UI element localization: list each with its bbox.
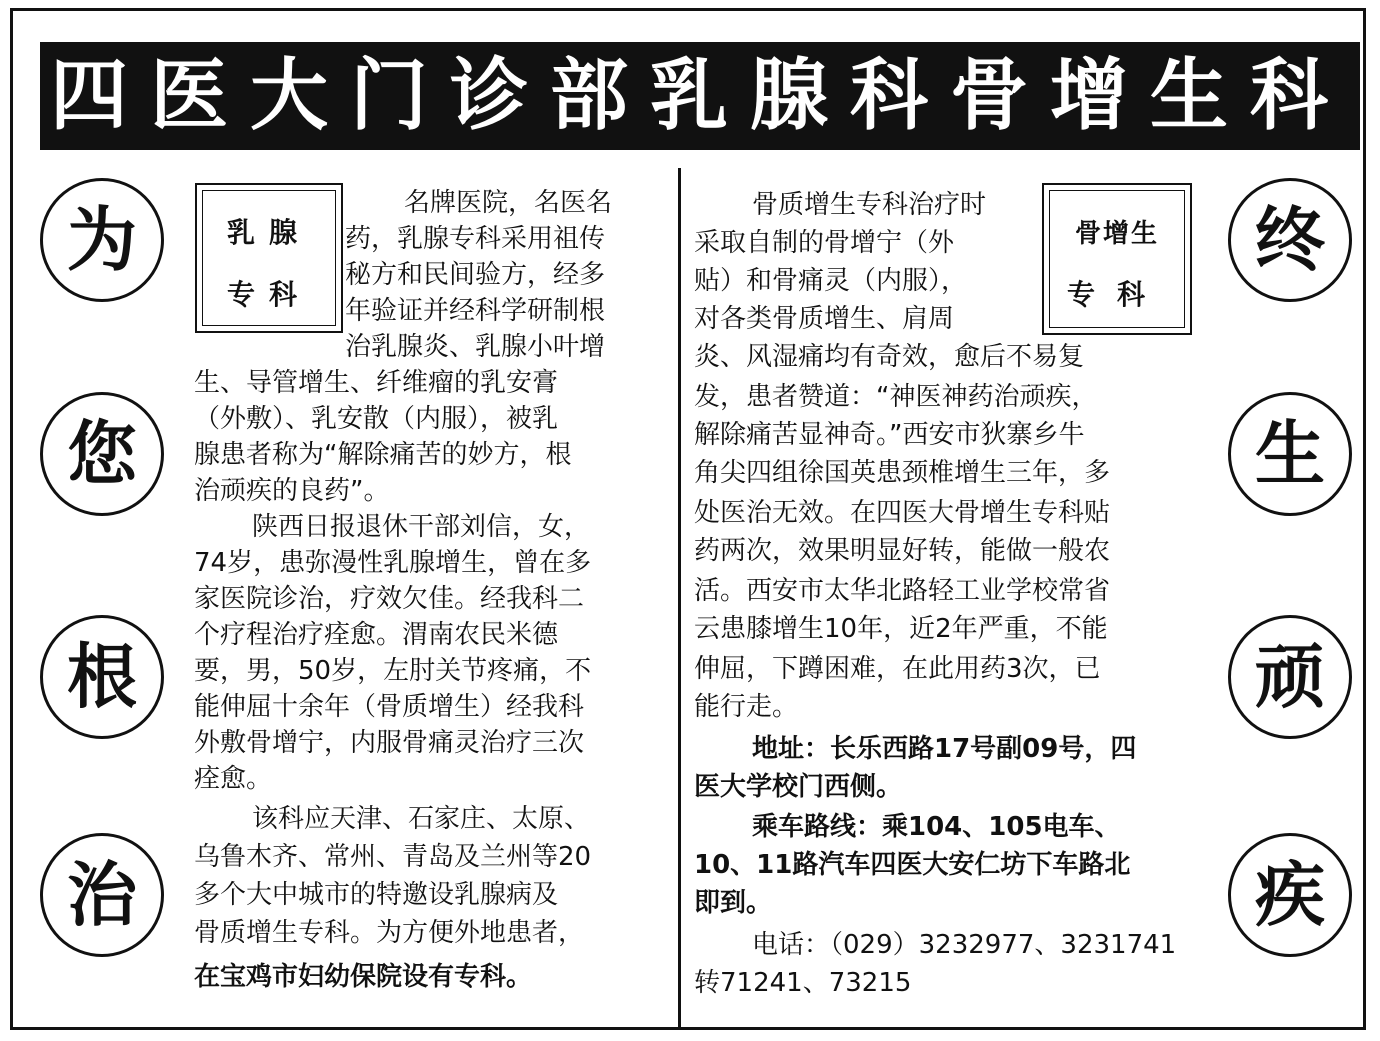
text-line: 云患膝增生10年，近2年严重，不能 [694, 614, 1108, 644]
text-line: 痊愈。 [194, 764, 273, 794]
text-line: 多个大中城市的特邀设乳腺病及 [194, 880, 559, 910]
text-line: 活。西安市太华北路轻工业学校常省 [694, 576, 1111, 606]
box-label-line1: 乳腺 [226, 216, 311, 249]
text-line: 采取自制的骨增宁（外 [694, 228, 955, 258]
column-divider [678, 168, 681, 1030]
text-line: 陕西日报退休干部刘信，女， [252, 512, 591, 542]
text-line: 发，患者赞道：“神医神药治顽疾， [694, 382, 1098, 412]
page-title: 四医大门诊部乳腺科骨增生科 [49, 51, 1350, 141]
text-line: 贴）和骨痛灵（内服）， [694, 266, 968, 296]
text-line: 解除痛苦显神奇。”西安市狄寨乡牛 [694, 420, 1085, 450]
side-circle-left-2: 您 [40, 392, 164, 516]
text-line: 药，乳腺专科采用祖传 [345, 224, 606, 254]
side-circle-right-3: 顽 [1228, 615, 1352, 739]
text-line: 要，男，50岁，左肘关节疼痛，不 [194, 656, 592, 686]
text-line: 该科应天津、石家庄、太原、 [252, 804, 591, 834]
text-line: 伸屈，下蹲困难，在此用药3次，已 [694, 654, 1101, 684]
text-line: 药两次，效果明显好转，能做一般农 [694, 536, 1111, 566]
text-line: 骨质增生专科。为方便外地患者， [194, 918, 585, 948]
phone-line: 电话：（029）3232977、3231741 [752, 930, 1177, 960]
box-label-line1: 骨增生 [1074, 219, 1159, 249]
text-line: 生、导管增生、纤维瘤的乳安膏 [194, 368, 559, 398]
bus-route-line: 乘车路线：乘104、105电车、 [752, 812, 1121, 842]
text-line: 乌鲁木齐、常州、青岛及兰州等20 [194, 842, 592, 872]
text-line: （外敷）、乳安散（内服），被乳 [194, 404, 559, 434]
text-line: 腺患者称为“解除痛苦的妙方，根 [194, 440, 572, 470]
text-line: 能行走。 [694, 692, 799, 722]
text-line: 个疗程治疗痊愈。渭南农民米德 [194, 620, 559, 650]
text-line-bold: 在宝鸡市妇幼保院设有专科。 [194, 962, 533, 992]
text-line: 治顽疾的良药”。 [194, 476, 390, 506]
side-circle-left-4: 治 [40, 833, 164, 957]
text-line: 角尖四组徐国英患颈椎增生三年，多 [694, 458, 1111, 488]
side-circle-right-4: 疾 [1228, 833, 1352, 957]
text-line: 外敷骨增宁，内服骨痛灵治疗三次 [194, 728, 585, 758]
box-label-line2: 专科 [1066, 278, 1167, 311]
text-line: 能伸屈十余年（骨质增生）经我科 [194, 692, 585, 722]
text-line: 年验证并经科学研制根 [345, 296, 606, 326]
address-line: 医大学校门西侧。 [694, 772, 903, 802]
text-line: 炎、风湿痛均有奇效，愈后不易复 [694, 342, 1085, 372]
bone-specialty-box [1042, 183, 1192, 335]
bus-route-line: 即到。 [694, 888, 773, 918]
text-line: 名牌医院，名医名 [404, 188, 613, 218]
side-circle-right-1: 终 [1228, 178, 1352, 302]
side-circle-right-2: 生 [1228, 392, 1352, 516]
text-line: 家医院诊治，疗效欠佳。经我科二 [194, 584, 585, 614]
bus-route-line: 10、11路汽车四医大安仁坊下车路北 [694, 850, 1131, 880]
box-label-line2: 专科 [226, 278, 311, 311]
text-line: 骨质增生专科治疗时 [752, 190, 987, 220]
side-circle-left-3: 根 [40, 615, 164, 739]
text-line: 治乳腺炎、乳腺小叶增 [345, 332, 606, 362]
text-line: 74岁，患弥漫性乳腺增生，曾在多 [194, 548, 592, 578]
text-line: 处医治无效。在四医大骨增生专科贴 [694, 498, 1111, 528]
breast-specialty-box [195, 183, 343, 333]
text-line: 秘方和民间验方，经多 [345, 260, 606, 290]
side-circle-left-1: 为 [40, 178, 164, 302]
text-line: 对各类骨质增生、肩周 [694, 304, 955, 334]
address-line: 地址：长乐西路17号副09号，四 [752, 734, 1137, 764]
phone-line: 转71241、73215 [694, 968, 912, 998]
